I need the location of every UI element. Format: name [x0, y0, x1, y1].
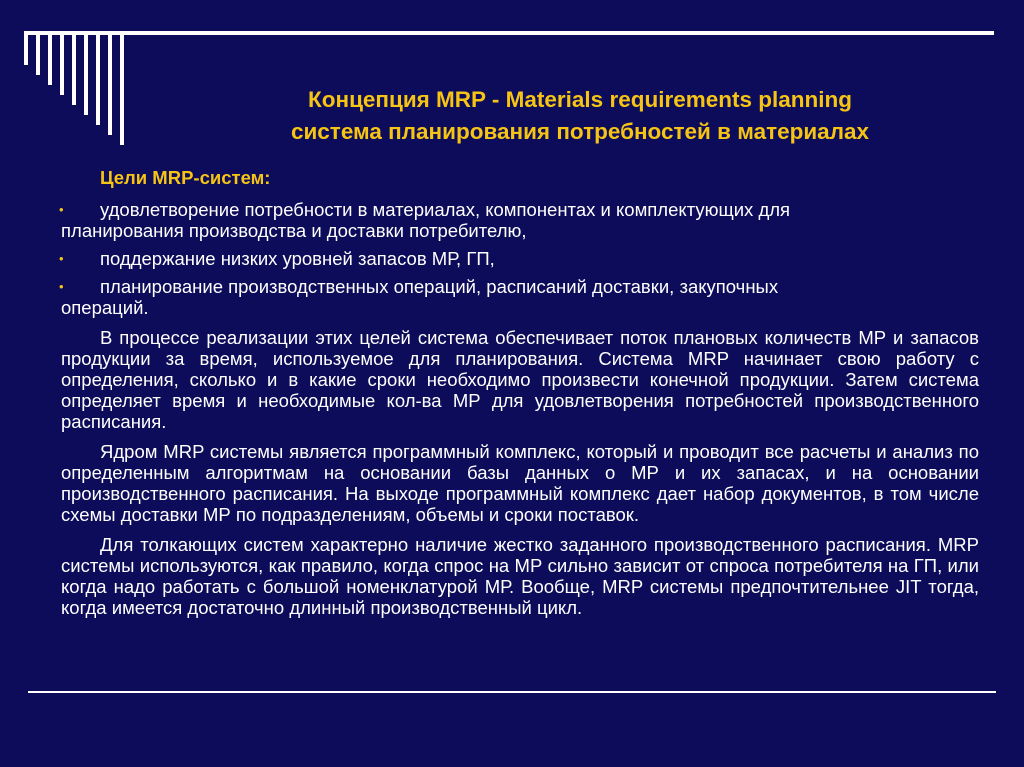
bullet-line: поддержание низких уровней запасов МР, ГП, [100, 248, 495, 269]
bullet-line-continued: операций. [61, 297, 149, 318]
bullet-item [61, 248, 979, 269]
bullet-item [61, 276, 979, 318]
subheading: Цели MRP-систем: [100, 167, 271, 188]
bottom-rule [28, 691, 996, 693]
bullet-marker: • [59, 202, 64, 217]
paragraph: Ядром MRP системы является программный комплекс, который и проводит все расчеты и анализ по определенным алгоритмам на основании базы данных о МР и их запасах, и на основании производственного расписания. На выходе программный комплекс дает набор документов, в том числе схемы доставки МР по подразделениям, объемы и сроки поставок. [61, 441, 979, 525]
bullet-marker: • [59, 251, 64, 266]
bullet-line-continued: планирования производства и доставки потребителю, [61, 220, 527, 241]
paragraph: В процессе реализации этих целей система обеспечивает поток плановых количеств МР и запасов продукции за время, используемое для планирования. Система MRP начинает свою работу с определения, сколько и в какие сроки необходимо произвести конечной продукции. Затем система определяет время и необходимые кол-ва МР для удовлетворения потребностей производственного расписания. [61, 327, 979, 432]
top-rule [24, 31, 994, 35]
bullet-marker: • [59, 279, 64, 294]
decorative-stripes [0, 0, 140, 150]
bullet-item [61, 199, 979, 241]
title-line-1: Концепция MRP - Materials requirements planning [308, 87, 852, 112]
slide-body [61, 167, 979, 618]
title-line-2: система планирования потребностей в материалах [290, 119, 870, 144]
bullet-line: планирование производственных операций, расписаний доставки, закупочных [100, 276, 779, 297]
paragraph: Для толкающих систем характерно наличие жестко заданного производственного расписания. MRP системы используются, как правило, когда спрос на МР сильно зависит от спроса потребителя на ГП, или когда надо работать с большой номенклатурой МР. Вообще, MRP системы предпочтительнее JIT тогда, когда имеется достаточно длинный производственный цикл. [61, 534, 979, 618]
slide-title [150, 84, 1010, 148]
bullet-line: удовлетворение потребности в материалах, компонентах и комплектующих для [100, 199, 791, 220]
